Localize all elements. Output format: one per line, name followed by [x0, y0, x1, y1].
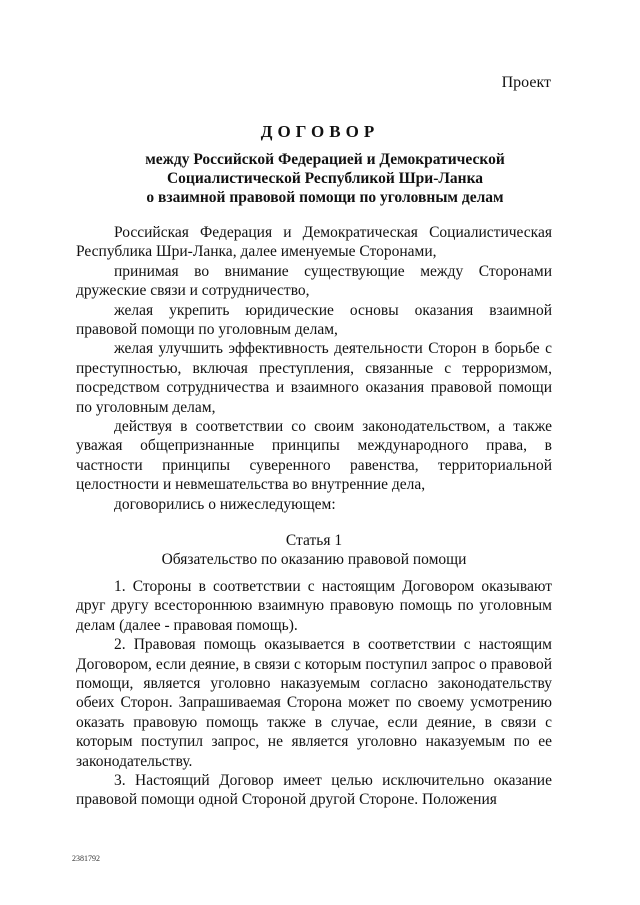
article-paragraph: 3. Настоящий Договор имеет целью исключительно оказание правовой помощи одной Стороной другой Стороне. Положения [76, 772, 552, 809]
article-body [76, 577, 552, 810]
subtitle-line: Социалистической Республикой Шри-Ланка [166, 170, 484, 187]
document-number: 2381792 [72, 854, 100, 863]
preamble-paragraph: желая укрепить юридические основы оказания взаимной правовой помощи по уголовным делам, [76, 301, 552, 339]
preamble-paragraph: принимая во внимание существующие между Сторонами дружеские связи и сотрудничество, [76, 262, 552, 300]
article-heading: Обязательство по оказанию правовой помощи [161, 551, 467, 569]
draft-label: Проект [501, 74, 551, 91]
document-subtitle [100, 150, 550, 207]
preamble-paragraph: действуя в соответствии со своим законодательством, а также уважая общепризнанные принципы международного права, в частности принципы суверенного равенства, территориальной целостности и невмешательства во внутренние дела, [76, 418, 552, 494]
article-paragraph: 2. Правовая помощь оказывается в соответствии с настоящим Договором, если деяние, в связи с которым поступил запрос о правовой помощи, является уголовно наказуемым согласно законодательству обеих Сторон. Запрашиваемая Сторона может по своему усмотрению оказать правовую помощь также в случае, если деяние, в связи с которым поступил запрос, не является уголовно наказуемым по ее законодательству. [76, 636, 552, 770]
subtitle-line: между Российской Федерацией и Демократической [145, 151, 505, 168]
preamble-paragraph: желая улучшить эффективность деятельности Сторон в борьбе с преступностью, включая преступления, связанные с терроризмом, посредством сотрудничества и взаимного оказания правовой помощи по уголовным делам, [76, 340, 552, 416]
article-paragraph: 1. Стороны в соответствии с настоящим Договором оказывают друг другу всестороннюю взаимную правовую помощь по уголовным делам (далее - правовая помощь). [76, 578, 552, 634]
preamble [76, 223, 552, 514]
article-header [76, 531, 552, 570]
document-title: ДОГОВОР [260, 122, 380, 141]
preamble-paragraph: договорились о нижеследующем: [114, 495, 336, 513]
subtitle-line: о взаимной правовой помощи по уголовным делам [146, 189, 504, 206]
preamble-paragraph: Российская Федерация и Демократическая Социалистическая Республика Шри-Ланка, далее именуемые Сторонами, [76, 224, 552, 261]
article-number: Статья 1 [285, 532, 343, 549]
